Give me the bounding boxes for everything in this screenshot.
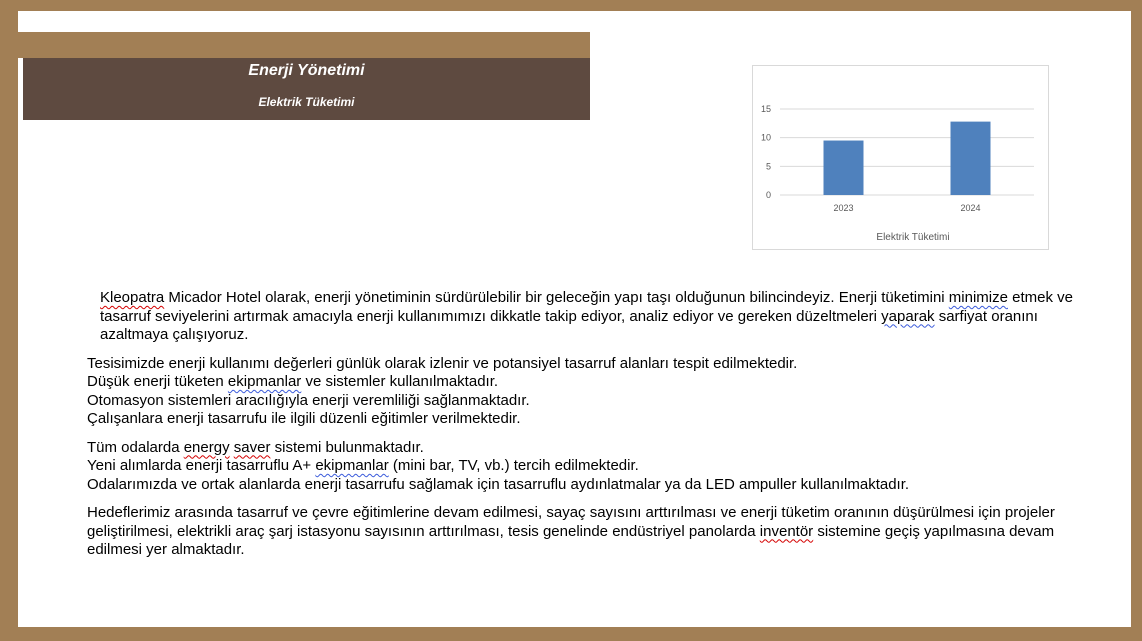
text-run: sarfiyat oranını azaltmaya çalışıyoruz. bbox=[100, 307, 1038, 343]
spell-word: saver bbox=[233, 438, 271, 456]
rooms-paragraph bbox=[87, 439, 1107, 495]
frame-notch bbox=[0, 0, 18, 59]
header-accent-strip bbox=[18, 32, 590, 58]
spell-word: energy bbox=[183, 438, 230, 456]
spell-word: Kleopatra bbox=[100, 289, 165, 306]
text-run: sistemi bulunmaktadır. bbox=[270, 438, 424, 456]
x-tick-label: 2023 bbox=[833, 203, 854, 213]
header-banner bbox=[23, 58, 590, 120]
goals-paragraph bbox=[87, 504, 1107, 560]
text-run: (mini bar, TV, vb.) tercih edilmektedir. bbox=[388, 457, 639, 474]
text-line: Çalışanlara enerji tasarrufu ile ilgili düzenli eğitimler verilmektedir. bbox=[87, 410, 521, 427]
document-body bbox=[87, 289, 1107, 560]
text-line: Otomasyon sistemleri aracılığıyla enerji veremliliği sağlanmaktadır. bbox=[87, 391, 530, 409]
text-run: ve sistemler kullanılmaktadır. bbox=[301, 373, 499, 390]
y-tick-label: 0 bbox=[765, 190, 771, 200]
x-tick-label: 2024 bbox=[960, 203, 981, 213]
text-run: Düşük enerji tüketen bbox=[87, 373, 228, 390]
text-run: sistemine geçiş yapılmasına devam edilmesi yer almaktadır. bbox=[87, 522, 1055, 558]
chart-canvas bbox=[753, 66, 1048, 249]
spell-word: yaparak bbox=[881, 307, 935, 325]
text-run: Tüm odalarda bbox=[87, 438, 184, 456]
x-axis-label: Elektrik Tüketimi bbox=[876, 232, 950, 243]
text-line: Tesisimizde enerji kullanımı değerleri günlük olarak izlenir ve potansiyel tasarruf alanları tespit edilmektedir. bbox=[87, 354, 798, 372]
monitoring-paragraph bbox=[87, 355, 1107, 429]
page-title: Enerji Yönetimi bbox=[248, 62, 365, 79]
y-tick-label: 15 bbox=[760, 104, 771, 114]
spell-word: ekipmanlar bbox=[315, 457, 389, 474]
text-run: Yeni alımlarda enerji tasarruflu A+ bbox=[87, 457, 316, 474]
spell-word: inventör bbox=[759, 522, 814, 540]
text-line: Odalarımızda ve ortak alanlarda enerji tasarrufu sağlamak için tasarruflu aydınlatmalar ya da LED ampuller kullanılmaktadır. bbox=[87, 475, 910, 493]
spell-word: ekipmanlar bbox=[227, 373, 302, 390]
electricity-chart[interactable] bbox=[752, 65, 1049, 250]
intro-paragraph bbox=[87, 289, 1107, 345]
text-run: etmek ve tasarruf seviyelerini artırmak amacıyla enerji kullanımımızı dikkatle takip ediyor, analiz ediyor ve gereken düzeltmeleri bbox=[100, 289, 1074, 325]
y-tick-label: 5 bbox=[765, 161, 771, 172]
bar-2024 bbox=[951, 122, 991, 195]
text-run: Micador Hotel olarak, enerji yönetiminin sürdürülebilir bir geleceğin yapı taşı olduğunun bilincindeyiz. Enerji tüketimini bbox=[164, 289, 949, 306]
y-tick-label: 10 bbox=[760, 132, 771, 143]
bar-2023 bbox=[824, 141, 864, 195]
text-run: Hedeflerimiz arasında tasarruf ve çevre eğitimlerine devam edilmesi, sayaç sayısını arttırılması ve enerji tüketim oranının düşürülmesi için projeler geliştirilmesi, elektrikli araç şarj istasyonu sayısının arttırılması, tesis genelinde endüstriyel panolarda bbox=[87, 504, 1055, 540]
page-subtitle: Elektrik Tüketimi bbox=[258, 95, 355, 109]
spell-word: minimize bbox=[948, 289, 1008, 306]
